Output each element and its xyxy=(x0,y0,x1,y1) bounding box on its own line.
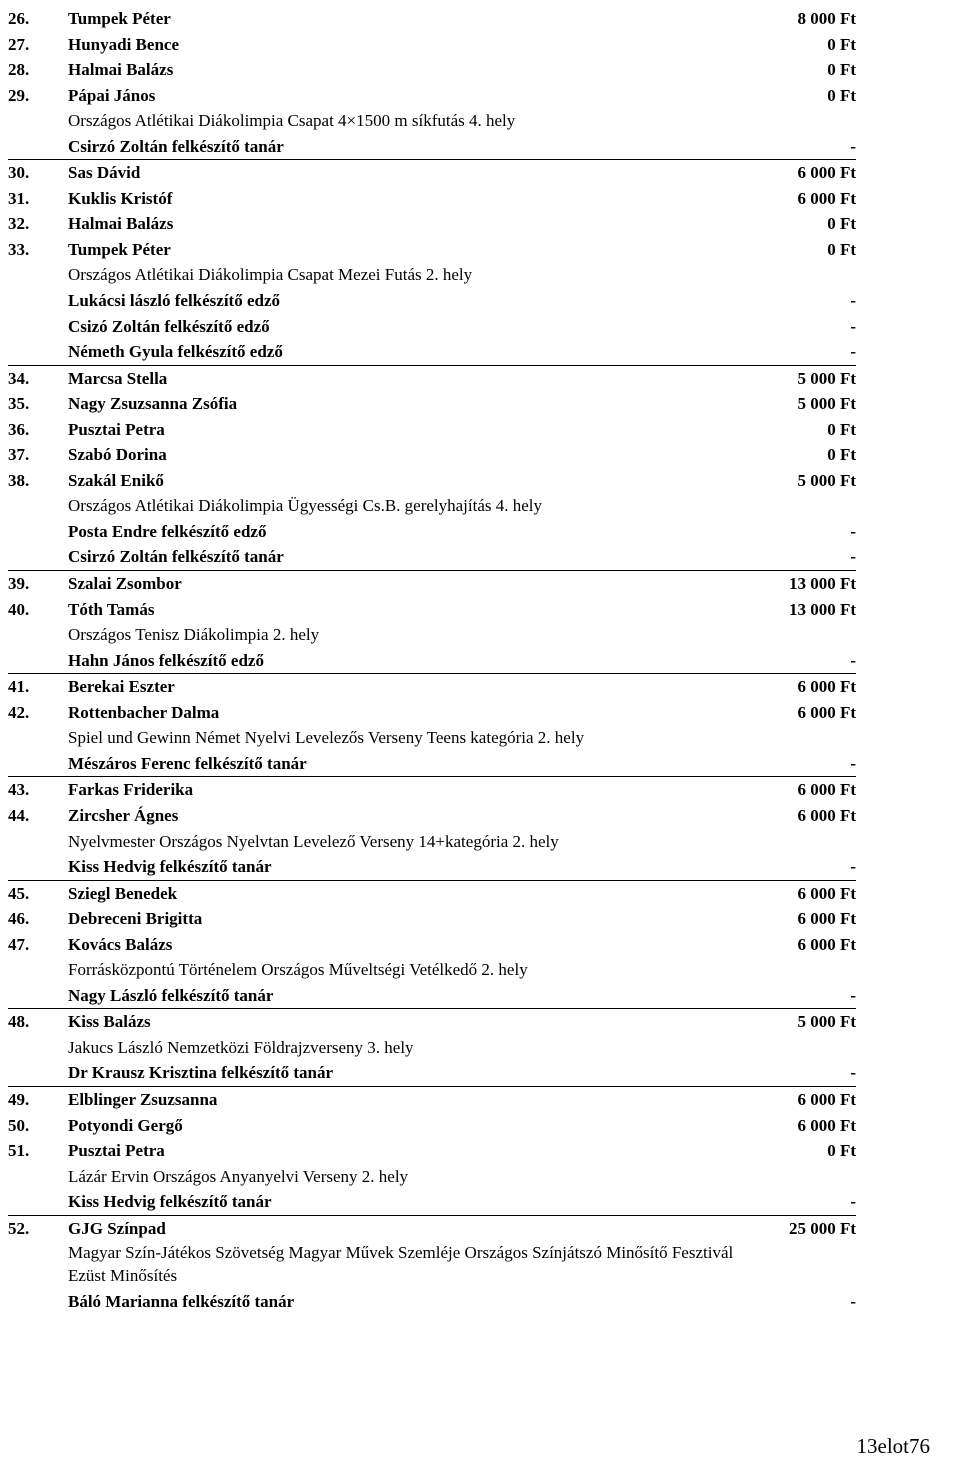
coach-name: Lukácsi lászló felkészítő edző xyxy=(68,291,281,311)
entry-row xyxy=(8,366,856,392)
descblock-row xyxy=(8,1241,856,1289)
coach-row xyxy=(8,1060,856,1087)
coach-row xyxy=(8,854,856,881)
coach-amount: - xyxy=(850,316,856,336)
entry-row xyxy=(8,932,856,958)
award-amount: 13 000 Ft xyxy=(788,574,856,594)
coach-amount: - xyxy=(850,985,856,1005)
student-name: Sziegl Benedek xyxy=(68,883,178,903)
award-amount: 6 000 Ft xyxy=(797,1089,856,1109)
award-amount: 5 000 Ft xyxy=(797,368,856,388)
desc-row xyxy=(8,725,856,751)
coach-name: Németh Gyula felkészítő edző xyxy=(68,342,283,362)
entry-number: 27. xyxy=(8,34,30,54)
award-amount: 5 000 Ft xyxy=(797,470,856,490)
award-amount: 5 000 Ft xyxy=(797,394,856,414)
entry-row xyxy=(8,211,856,237)
student-name: Halmai Balázs xyxy=(68,214,174,234)
award-amount: 0 Ft xyxy=(827,60,856,80)
coach-name: Csirzó Zoltán felkészítő tanár xyxy=(68,547,284,567)
entry-number: 39. xyxy=(8,574,30,594)
student-name: Pusztai Petra xyxy=(68,1141,165,1161)
coach-amount: - xyxy=(850,521,856,541)
award-amount: 6 000 Ft xyxy=(797,702,856,722)
coach-name: Báló Marianna felkészítő tanár xyxy=(68,1292,295,1312)
entry-number: 38. xyxy=(8,470,30,490)
entry-row xyxy=(8,186,856,212)
award-amount: 0 Ft xyxy=(827,419,856,439)
entry-row xyxy=(8,391,856,417)
entry-row xyxy=(8,6,856,32)
coach-row xyxy=(8,983,856,1010)
competition-description: Forrásközpontú Történelem Országos Műveltségi Vetélkedő 2. hely xyxy=(68,960,528,980)
award-amount: 6 000 Ft xyxy=(797,805,856,825)
award-amount: 0 Ft xyxy=(827,214,856,234)
entry-number: 52. xyxy=(8,1218,30,1238)
entry-number: 32. xyxy=(8,214,30,234)
award-amount: 6 000 Ft xyxy=(797,883,856,903)
coach-row xyxy=(8,314,856,340)
competition-description: Országos Atlétikai Diákolimpia Csapat 4×1500 m síkfutás 4. hely xyxy=(68,111,516,131)
student-name: Szabó Dorina xyxy=(68,445,167,465)
desc-row xyxy=(8,262,856,288)
award-amount: 8 000 Ft xyxy=(797,9,856,28)
desc-row xyxy=(8,108,856,134)
student-name: Zircsher Ágnes xyxy=(68,805,179,825)
entry-row xyxy=(8,1113,856,1139)
award-amount: 0 Ft xyxy=(827,445,856,465)
award-amount: 6 000 Ft xyxy=(797,909,856,929)
entry-row xyxy=(8,32,856,58)
entry-row xyxy=(8,1087,856,1113)
entry-row xyxy=(8,777,856,803)
student-name: Tóth Tamás xyxy=(68,599,155,619)
entry-row xyxy=(8,1216,856,1242)
entry-row xyxy=(8,160,856,186)
coach-amount: - xyxy=(850,650,856,670)
student-name: Debreceni Brigitta xyxy=(68,909,203,929)
competition-description: Lázár Ervin Országos Anyanyelvi Verseny 2. hely xyxy=(68,1166,409,1186)
student-name: Kiss Balázs xyxy=(68,1012,151,1032)
competition-description: Országos Atlétikai Diákolimpia Csapat Mezei Futás 2. hely xyxy=(68,265,473,285)
entry-number: 37. xyxy=(8,445,30,465)
desc-row xyxy=(8,829,856,855)
entry-row xyxy=(8,597,856,623)
entry-row xyxy=(8,803,856,829)
entry-row xyxy=(8,906,856,932)
student-name: Kuklis Kristóf xyxy=(68,188,173,208)
entry-number: 47. xyxy=(8,934,30,954)
entry-row xyxy=(8,237,856,263)
coach-amount: - xyxy=(850,1063,856,1083)
desc-row xyxy=(8,957,856,983)
award-amount: 0 Ft xyxy=(827,239,856,259)
competition-description: Országos Atlétikai Diákolimpia Ügyességi Cs.B. gerelyhajítás 4. hely xyxy=(68,496,543,516)
award-amount: 13 000 Ft xyxy=(788,599,856,619)
student-name: Szakál Enikő xyxy=(68,470,164,490)
coach-name: Mészáros Ferenc felkészítő tanár xyxy=(68,753,307,773)
student-name: GJG Színpad xyxy=(68,1218,166,1238)
competition-description: Spiel und Gewinn Német Nyelvi Levelezős Verseny Teens kategória 2. hely xyxy=(68,728,585,748)
entry-row xyxy=(8,57,856,83)
coach-amount: - xyxy=(850,342,856,362)
coach-amount: - xyxy=(850,547,856,567)
document-body xyxy=(8,6,856,1315)
entry-number: 41. xyxy=(8,677,30,697)
desc-row xyxy=(8,1164,856,1190)
entry-row xyxy=(8,417,856,443)
student-name: Berekai Eszter xyxy=(68,677,175,697)
coach-name: Csirzó Zoltán felkészítő tanár xyxy=(68,136,284,156)
entry-number: 45. xyxy=(8,883,30,903)
desc-row xyxy=(8,1035,856,1061)
coach-amount: - xyxy=(850,753,856,773)
coach-amount: - xyxy=(850,291,856,311)
coach-name: Hahn János felkészítő edző xyxy=(68,650,264,670)
student-name: Rottenbacher Dalma xyxy=(68,702,220,722)
coach-row xyxy=(8,648,856,675)
page-number: 13elot76 xyxy=(856,1434,930,1458)
award-amount: 6 000 Ft xyxy=(797,780,856,800)
competition-description: Nyelvmester Országos Nyelvtan Levelező Verseny 14+kategória 2. hely xyxy=(68,831,559,851)
coach-row xyxy=(8,1189,856,1216)
entry-row xyxy=(8,571,856,597)
student-name: Szalai Zsombor xyxy=(68,574,182,594)
award-amount: 6 000 Ft xyxy=(797,1115,856,1135)
award-amount: 0 Ft xyxy=(827,85,856,105)
entry-number: 28. xyxy=(8,60,30,80)
award-amount: 6 000 Ft xyxy=(797,188,856,208)
student-name: Halmai Balázs xyxy=(68,60,174,80)
entry-row xyxy=(8,700,856,726)
entry-number: 51. xyxy=(8,1141,30,1161)
coach-row xyxy=(8,1289,856,1315)
entry-row xyxy=(8,442,856,468)
student-name: Farkas Friderika xyxy=(68,780,194,800)
student-name: Hunyadi Bence xyxy=(68,34,179,54)
award-amount: 0 Ft xyxy=(827,34,856,54)
entry-number: 44. xyxy=(8,805,30,825)
coach-row xyxy=(8,544,856,571)
coach-row xyxy=(8,339,856,366)
competition-description: Jakucs László Nemzetközi Földrajzverseny 3. hely xyxy=(68,1037,414,1057)
coach-name: Csizó Zoltán felkészítő edző xyxy=(68,316,270,336)
entry-number: 42. xyxy=(8,702,30,722)
student-name: Sas Dávid xyxy=(68,163,141,183)
student-name: Pusztai Petra xyxy=(68,419,165,439)
coach-row xyxy=(8,519,856,545)
entry-row xyxy=(8,674,856,700)
coach-name: Nagy László felkészítő tanár xyxy=(68,985,274,1005)
student-name: Marcsa Stella xyxy=(68,368,168,388)
coach-amount: - xyxy=(850,136,856,156)
entry-number: 46. xyxy=(8,909,30,929)
entry-number: 31. xyxy=(8,188,30,208)
award-amount: 25 000 Ft xyxy=(788,1218,856,1238)
award-amount: 6 000 Ft xyxy=(797,163,856,183)
student-name: Tumpek Péter xyxy=(68,9,171,28)
entry-number: 48. xyxy=(8,1012,30,1032)
coach-name: Dr Krausz Krisztina felkészítő tanár xyxy=(68,1063,334,1083)
entry-row xyxy=(8,83,856,109)
entry-row xyxy=(8,1009,856,1035)
coach-amount: - xyxy=(850,1292,856,1312)
entry-number: 36. xyxy=(8,419,30,439)
coach-name: Posta Endre felkészítő edző xyxy=(68,521,267,541)
entry-number: 49. xyxy=(8,1089,30,1109)
coach-name: Kiss Hedvig felkészítő tanár xyxy=(68,1192,272,1212)
desc-row xyxy=(8,493,856,519)
award-amount: 6 000 Ft xyxy=(797,934,856,954)
entry-number: 33. xyxy=(8,239,30,259)
coach-amount: - xyxy=(850,857,856,877)
student-name: Pápai János xyxy=(68,85,156,105)
entry-number: 35. xyxy=(8,394,30,414)
desc-row xyxy=(8,622,856,648)
coach-row xyxy=(8,751,856,778)
competition-description: Országos Tenisz Diákolimpia 2. hely xyxy=(68,625,320,645)
coach-row xyxy=(8,288,856,314)
entry-number: 29. xyxy=(8,85,30,105)
coach-row xyxy=(8,134,856,161)
student-name: Potyondi Gergő xyxy=(68,1115,183,1135)
award-amount: 0 Ft xyxy=(827,1141,856,1161)
student-name: Nagy Zsuzsanna Zsófia xyxy=(68,394,238,414)
entry-row xyxy=(8,1138,856,1164)
student-name: Elblinger Zsuzsanna xyxy=(68,1089,218,1109)
award-amount: 6 000 Ft xyxy=(797,677,856,697)
entry-number: 30. xyxy=(8,163,30,183)
student-name: Tumpek Péter xyxy=(68,239,171,259)
coach-amount: - xyxy=(850,1192,856,1212)
entry-row xyxy=(8,881,856,907)
student-name: Kovács Balázs xyxy=(68,934,173,954)
entry-number: 50. xyxy=(8,1115,30,1135)
entry-number: 40. xyxy=(8,599,30,619)
competition-description: Magyar Szín-Játékos Szövetség Magyar Művek Szemléje Országos Színjátszó Minősítő Fesztivál Ezüst Minősítés xyxy=(68,1243,734,1286)
entry-number: 34. xyxy=(8,368,30,388)
entry-number: 26. xyxy=(8,9,30,28)
award-amount: 5 000 Ft xyxy=(797,1012,856,1032)
entry-row xyxy=(8,468,856,494)
entry-number: 43. xyxy=(8,780,30,800)
coach-name: Kiss Hedvig felkészítő tanár xyxy=(68,857,272,877)
